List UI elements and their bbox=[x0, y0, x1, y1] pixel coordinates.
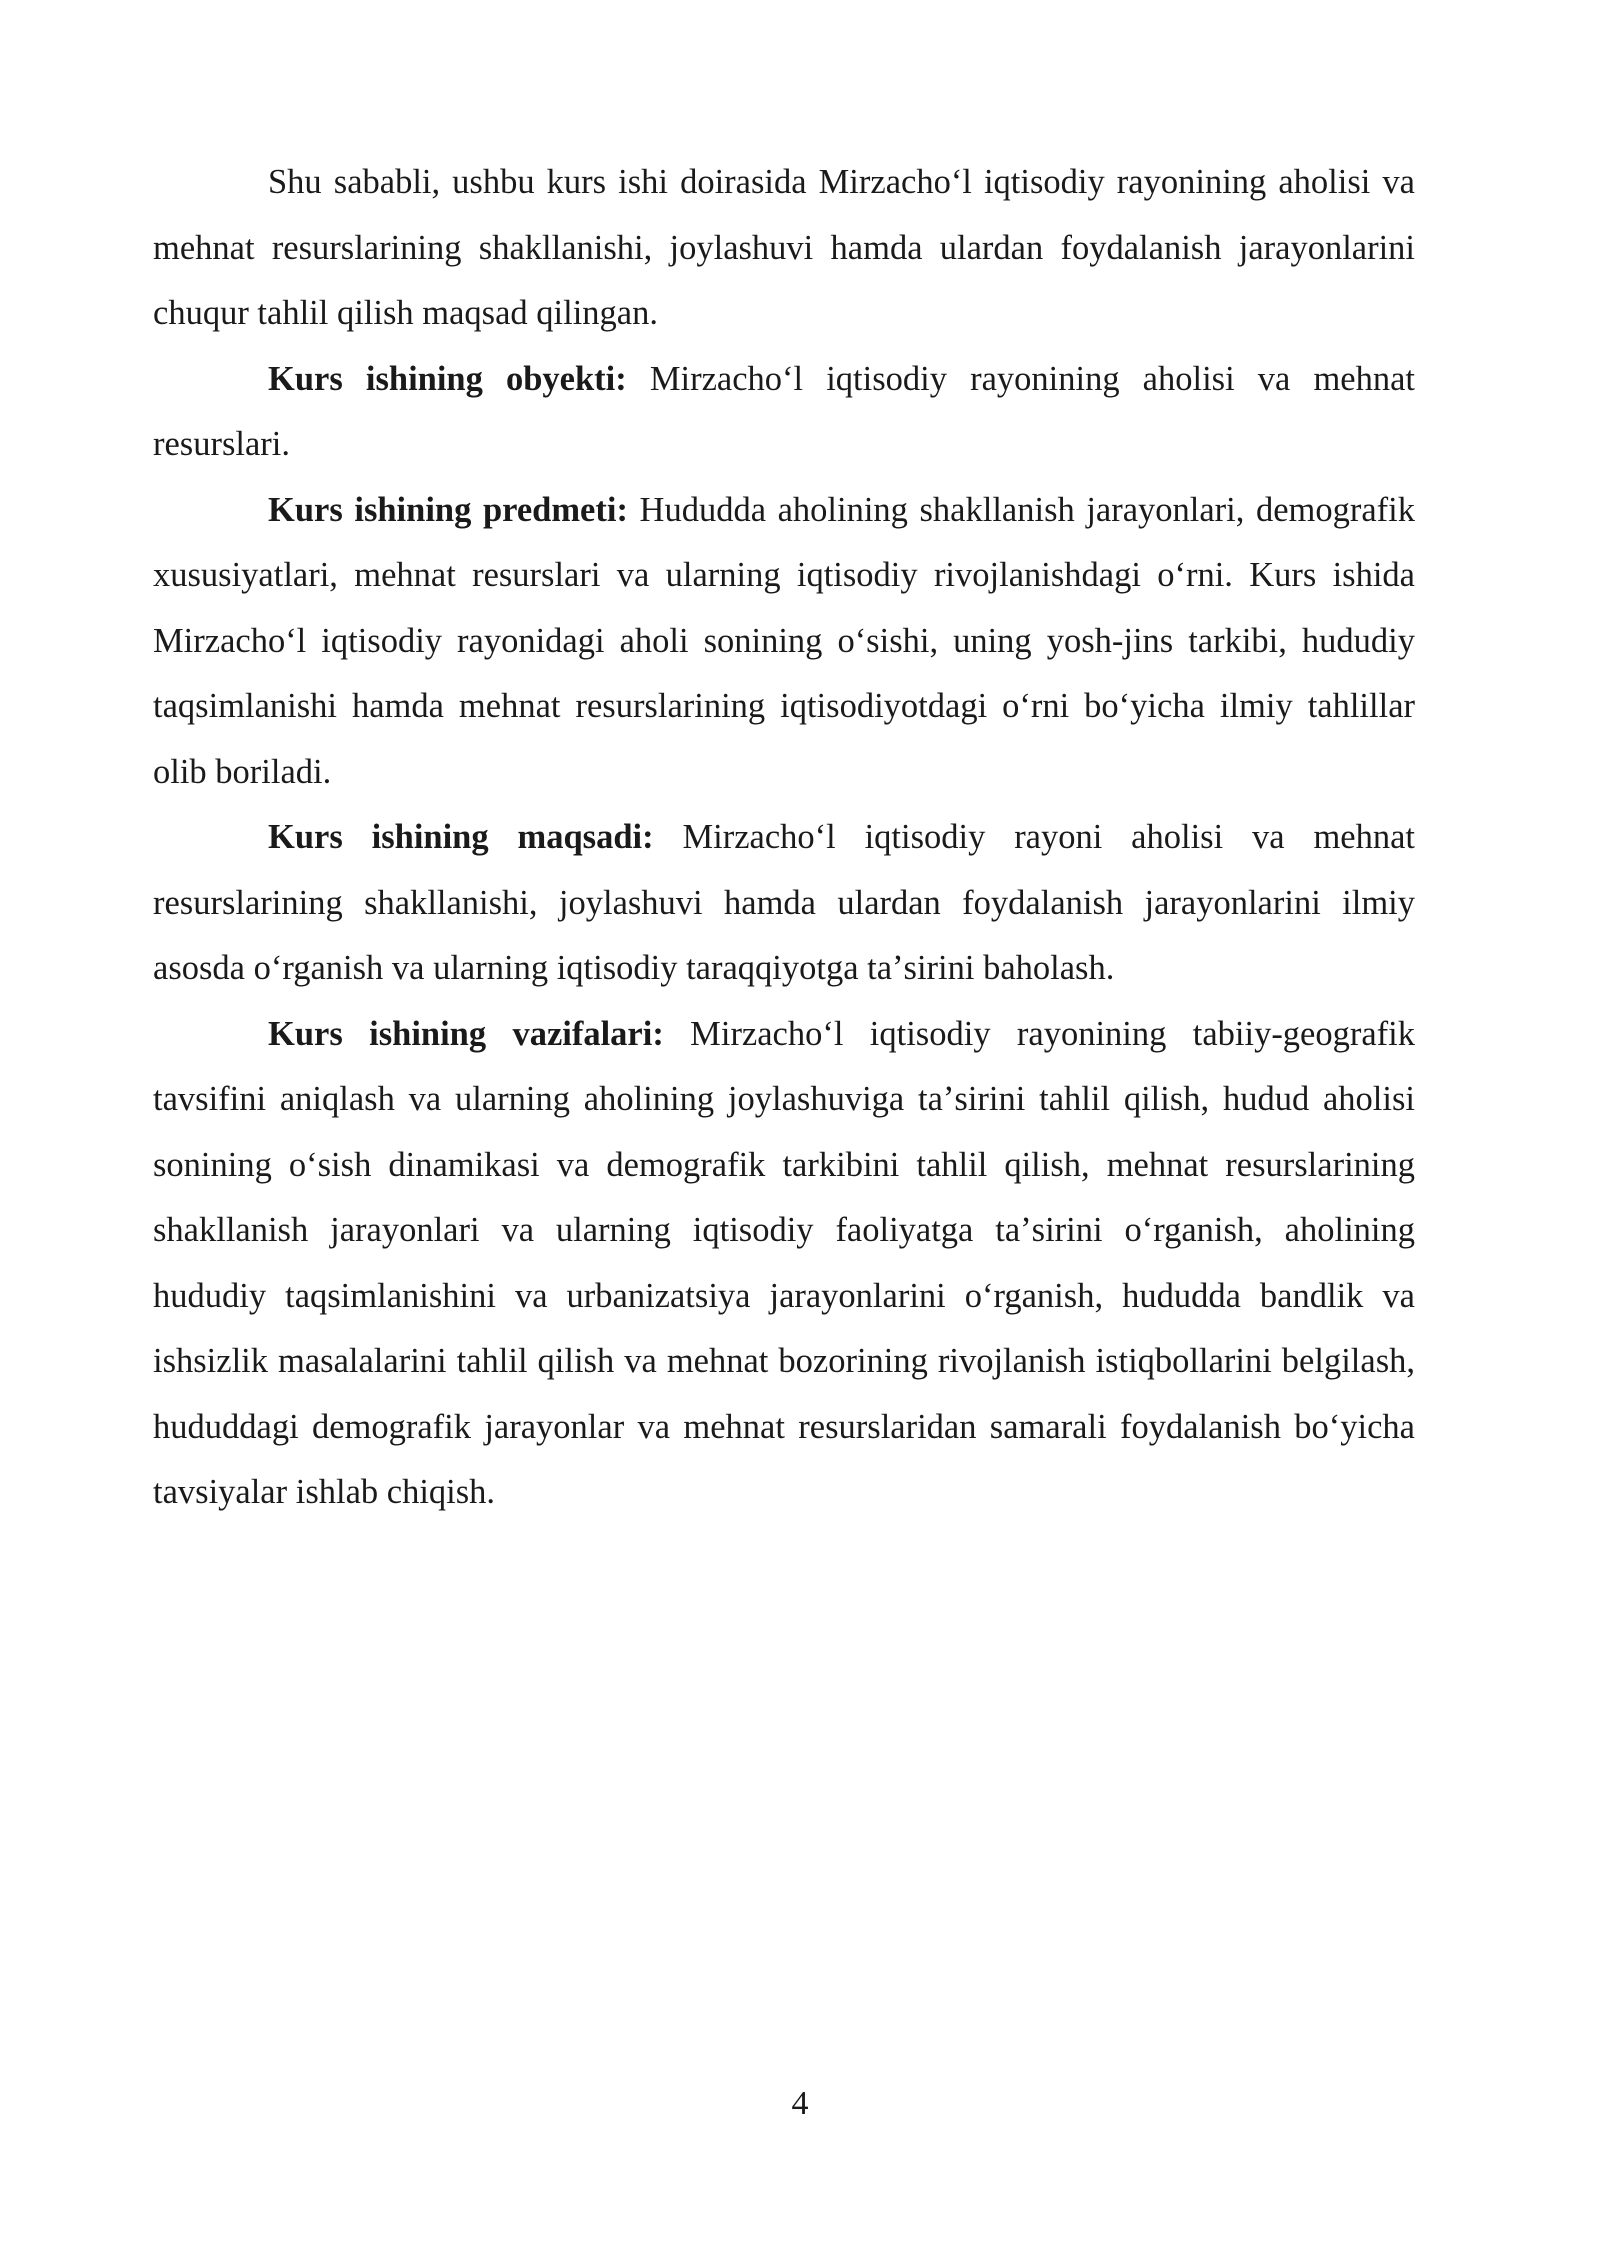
paragraph-tasks-heading: Kurs ishining vazifalari: bbox=[268, 1014, 664, 1053]
body-text bbox=[153, 150, 1415, 1526]
paragraph-object bbox=[153, 347, 1415, 478]
page-number: 4 bbox=[791, 2085, 809, 2122]
paragraph-goal bbox=[153, 805, 1415, 1002]
paragraph-subject-text: Hududda aholining shakllanish jarayonlari, demografik xususiyatlari, mehnat resurslari va ularning iqtisodiy rivojlanishdagi oʻrni. Kurs ishida Mirzachoʻl iqtisodiy rayonidagi aholi sonining oʻsishi, uning yosh-jins tarkibi, hududiy taqsimlanishi hamda mehnat resurslarining iqtisodiyotdagi oʻrni boʻyicha ilmiy tahlillar olib boriladi. bbox=[153, 490, 1415, 791]
paragraph-tasks bbox=[153, 1002, 1415, 1526]
paragraph-object-text: Mirzachoʻl iqtisodiy rayonining aholisi va mehnat resurslari. bbox=[153, 359, 1415, 463]
paragraph-object-heading: Kurs ishining obyekti: bbox=[268, 359, 627, 398]
paragraph-subject bbox=[153, 478, 1415, 806]
paragraph-goal-heading: Kurs ishining maqsadi: bbox=[268, 818, 654, 856]
paragraph-tasks-text: Mirzachoʻl iqtisodiy rayonining tabiiy-geografik tavsifini aniqlash va ularning aholining joylashuviga taʼsirini tahlil qilish, hudud aholisi sonining oʻsish dinamikasi va demografik tarkibini tahlil qilish, mehnat resurslarining shakllanish jarayonlari va ularning iqtisodiy faoliyatga taʼsirini oʻrganish, aholining hududiy taqsimlanishini va urbanizatsiya jarayonlarini oʻrganish, hududda bandlik va ishsizlik masalalarini tahlil qilish va mehnat bozorining rivojlanish istiqbollarini belgilash, hududdagi demografik jarayonlar va mehnat resurslaridan samarali foydalanish boʻyicha tavsiyalar ishlab chiqish. bbox=[153, 1014, 1415, 1511]
paragraph-intro bbox=[153, 150, 1415, 347]
paragraph-subject-heading: Kurs ishining predmeti: bbox=[268, 490, 628, 529]
paragraph-goal-text: Mirzachoʻl iqtisodiy rayoni aholisi va mehnat resurslarining shakllanishi, joylashuvi hamda ulardan foydalanish jarayonlarini ilmiy asosda oʻrganish va ularning iqtisodiy taraqqiyotga taʼsirini baholash. bbox=[153, 818, 1415, 987]
paragraph-intro-text: Shu sababli, ushbu kurs ishi doirasida Mirzachoʻl iqtisodiy rayonining aholisi va mehnat resurslarining shakllanishi, joylashuvi hamda ulardan foydalanish jarayonlarini chuqur tahlil qilish maqsad qilingan. bbox=[153, 163, 1415, 332]
